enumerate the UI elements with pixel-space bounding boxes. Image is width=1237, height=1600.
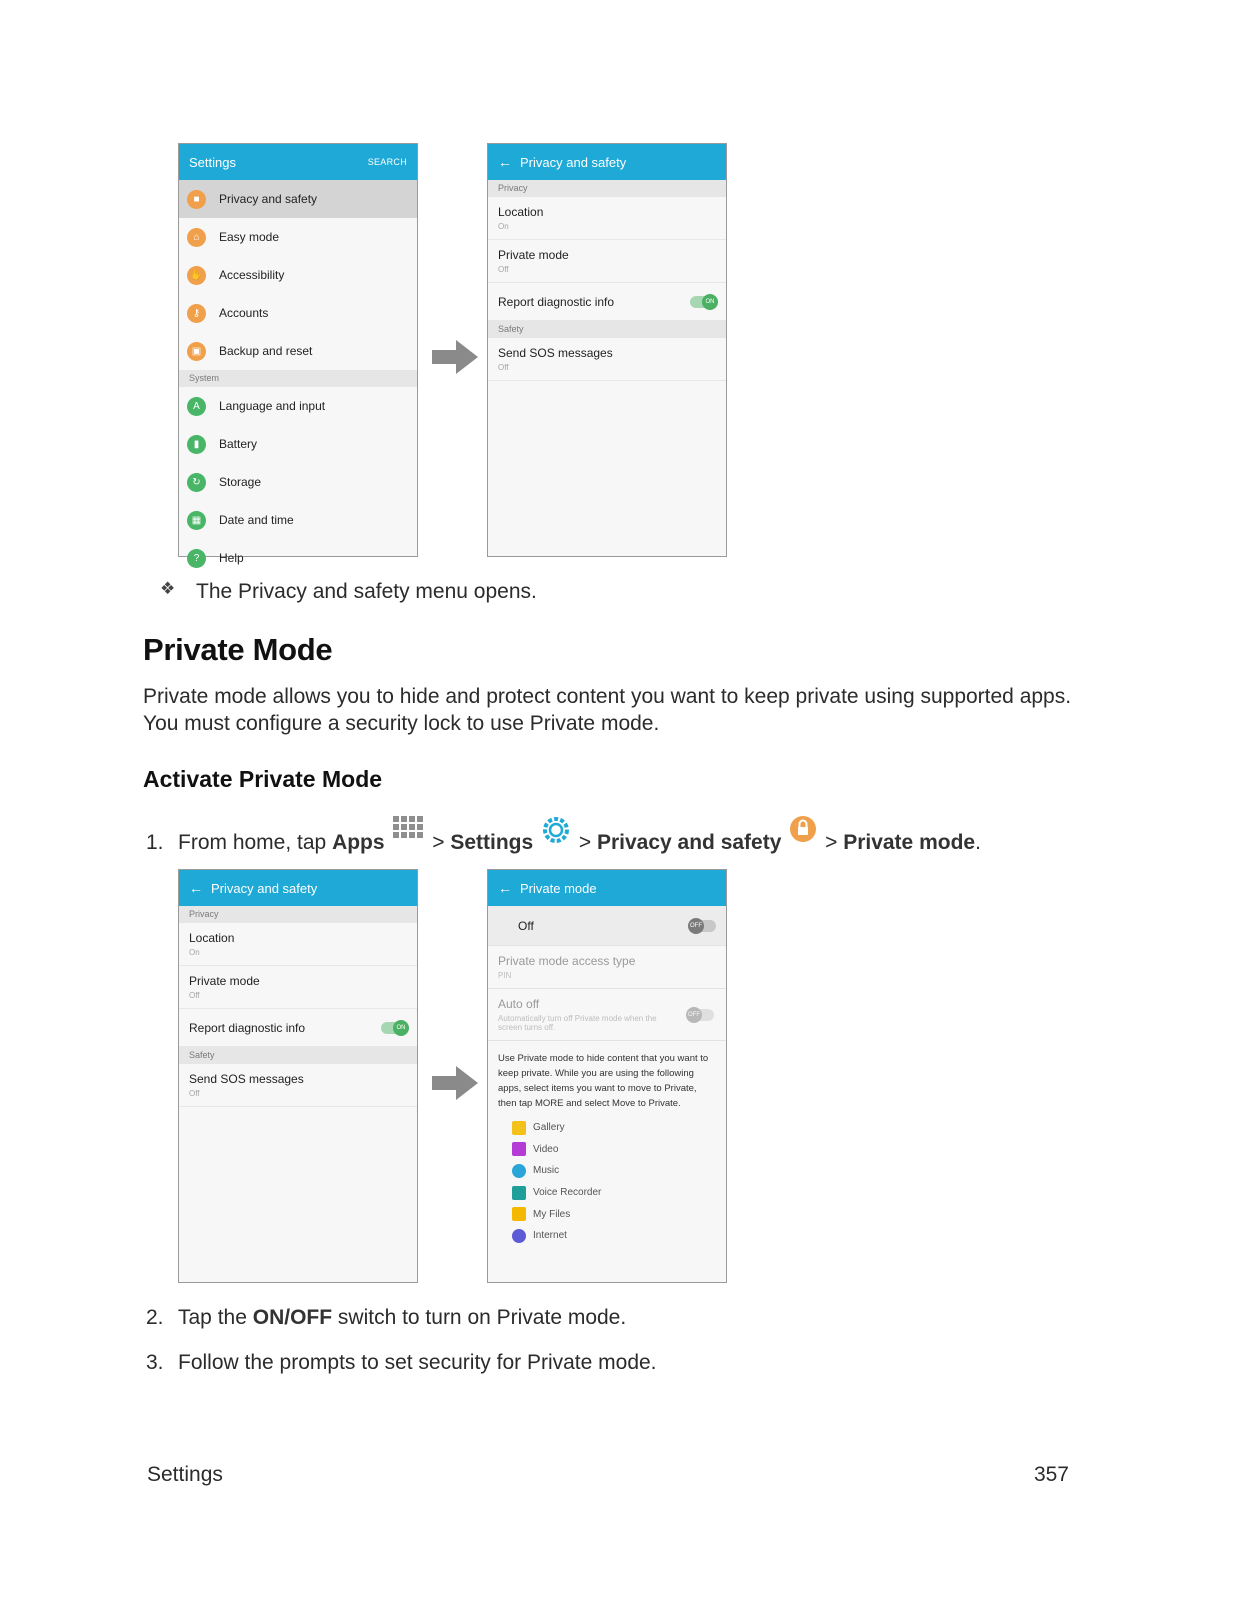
item-sub: Off [498, 265, 509, 274]
report-toggle[interactable] [690, 296, 716, 308]
item-label: Send SOS messages [189, 1072, 304, 1086]
app-item-my-files [512, 1203, 726, 1225]
item-label: Location [498, 205, 544, 219]
private-mode-label: Private mode [843, 831, 976, 854]
location-item[interactable] [488, 197, 726, 240]
auto-off-item [488, 989, 726, 1041]
step-text: Follow the prompts to set security for Private mode. [178, 1351, 657, 1374]
folder-icon [512, 1207, 526, 1221]
settings-item-label: Accounts [219, 306, 269, 320]
settings-screenshot [178, 143, 418, 565]
app-item-music [512, 1160, 726, 1182]
back-arrow-icon[interactable]: ← [189, 880, 203, 896]
app-bar-title: Privacy and safety [211, 880, 318, 896]
app-item-voice-recorder [512, 1182, 726, 1204]
item-label: Private mode [498, 248, 569, 262]
report-diagnostic-item[interactable] [488, 283, 726, 321]
settings-app-bar [179, 144, 417, 180]
video-icon [512, 1142, 526, 1156]
privacy-app-bar [488, 144, 726, 180]
app-item-gallery [512, 1117, 726, 1139]
voice-recorder-icon [512, 1186, 526, 1200]
backup-icon: ▣ [187, 342, 206, 361]
settings-item-label: Help [219, 551, 244, 565]
system-header: System [179, 370, 417, 387]
settings-item-label: Storage [219, 475, 262, 489]
step-number: 2. [146, 1306, 164, 1329]
settings-item-easy-mode[interactable] [179, 218, 417, 256]
battery-icon: ▮ [187, 435, 206, 454]
app-label: My Files [533, 1208, 571, 1220]
arrow-right-icon [430, 1063, 480, 1103]
location-item[interactable] [179, 923, 417, 966]
private-mode-item[interactable] [179, 966, 417, 1009]
intro-paragraph: Private mode allows you to hide and protect content you want to keep private using supported apps. You must configure a security lock to use Private mode. [143, 685, 1072, 735]
language-icon: A [187, 397, 206, 416]
item-label: Send SOS messages [498, 346, 613, 360]
private-mode-description: Use Private mode to hide content that you want to keep private. While you are using the following apps, select items you want to move to Private, then tap MORE and select Move to Private. [498, 1053, 709, 1109]
step-1 [146, 815, 981, 855]
safety-header: Safety [179, 1047, 417, 1064]
music-icon [512, 1164, 526, 1178]
sos-item[interactable] [488, 338, 726, 381]
lock-icon: ■ [187, 190, 206, 209]
settings-item-accessibility[interactable] [179, 256, 417, 294]
separator: > [573, 831, 597, 854]
arrow-right-icon [430, 337, 480, 377]
switch-label: ON [702, 294, 718, 310]
switch-label: ON [393, 1020, 409, 1036]
back-arrow-icon[interactable]: ← [498, 880, 512, 896]
step-text: From home, tap [178, 831, 333, 854]
switch-label: OFF [688, 918, 704, 934]
app-item-internet [512, 1225, 726, 1247]
private-mode-screenshot [487, 869, 727, 1283]
separator: > [426, 831, 451, 854]
storage-icon: ↻ [187, 473, 206, 492]
apps-label: Apps [332, 831, 385, 854]
privacy-label: Privacy and safety [596, 831, 782, 854]
settings-item-label: Privacy and safety [219, 192, 318, 206]
safety-header: Safety [488, 321, 726, 338]
home-icon: ⌂ [187, 228, 206, 247]
app-bar-title: Settings [189, 154, 236, 170]
item-label: Auto off [498, 997, 540, 1011]
apps-grid-icon [392, 815, 424, 845]
private-mode-item[interactable] [488, 240, 726, 283]
auto-off-toggle [688, 1009, 714, 1021]
report-toggle[interactable] [381, 1022, 407, 1034]
item-sub: Off [189, 991, 200, 1000]
settings-item-storage[interactable] [179, 463, 417, 501]
private-mode-app-bar [488, 870, 726, 906]
gallery-icon [512, 1121, 526, 1135]
app-item-video [512, 1139, 726, 1161]
privacy-app-bar [179, 870, 417, 906]
item-sub: Off [498, 363, 509, 372]
settings-item-label: Accessibility [219, 268, 285, 282]
settings-item-label: Language and input [219, 399, 326, 413]
settings-item-label: Date and time [219, 513, 294, 527]
privacy-safety-screenshot [487, 143, 727, 557]
subheading: Activate Private Mode [143, 766, 383, 792]
key-icon: ⚷ [187, 304, 206, 323]
step-2 [146, 1306, 626, 1330]
item-label: Private mode access type [498, 954, 636, 968]
help-icon: ? [187, 549, 206, 568]
hand-icon: ✋ [187, 266, 206, 285]
item-label: Report diagnostic info [498, 294, 615, 309]
sos-item[interactable] [179, 1064, 417, 1107]
settings-item-label: Battery [219, 437, 258, 451]
section-heading: Private Mode [143, 632, 333, 667]
app-bar-title: Privacy and safety [520, 154, 627, 170]
privacy-header: Privacy [179, 906, 417, 923]
settings-item-date-time[interactable] [179, 501, 417, 539]
calendar-icon: ▦ [187, 511, 206, 530]
caption: The Privacy and safety menu opens. [196, 580, 537, 603]
back-arrow-icon[interactable]: ← [498, 154, 512, 170]
private-mode-master-row[interactable] [488, 906, 726, 946]
footer-section: Settings [147, 1463, 223, 1486]
footer-page-number: 357 [1033, 1463, 1069, 1486]
supported-apps-list [488, 1115, 726, 1247]
step-3 [146, 1351, 657, 1375]
item-sub: Automatically turn off Private mode when the screen turns off. [498, 1014, 657, 1032]
step-number: 3. [146, 1351, 164, 1374]
privacy-lock-icon [789, 815, 817, 843]
item-label: Location [189, 931, 235, 945]
settings-item-label: Backup and reset [219, 344, 313, 358]
settings-label: Settings [450, 831, 534, 854]
privacy-safety-screenshot-2 [178, 869, 418, 1283]
item-label: Report diagnostic info [189, 1020, 306, 1035]
step-text: switch to turn on Private mode. [332, 1306, 627, 1329]
app-label: Gallery [533, 1122, 565, 1134]
report-diagnostic-item[interactable] [179, 1009, 417, 1047]
private-mode-toggle[interactable] [690, 920, 716, 932]
bullet-icon: ❖ [160, 579, 176, 598]
item-label: Private mode [189, 974, 260, 988]
item-sub: Off [189, 1089, 200, 1098]
app-label: Internet [533, 1230, 567, 1242]
settings-item-accounts[interactable] [179, 294, 417, 332]
step-text: Tap the [178, 1306, 253, 1329]
settings-item-backup[interactable] [179, 332, 417, 370]
settings-item-label: Easy mode [219, 230, 280, 244]
period: . [975, 831, 981, 854]
master-switch-label: Off [518, 918, 534, 933]
internet-icon [512, 1229, 526, 1243]
settings-item-help[interactable] [179, 539, 417, 577]
search-button[interactable]: SEARCH [367, 157, 407, 167]
settings-item-battery[interactable] [179, 425, 417, 463]
app-label: Video [533, 1143, 559, 1155]
item-sub: On [189, 948, 200, 957]
separator: > [819, 831, 844, 854]
app-bar-title: Private mode [520, 880, 597, 896]
access-type-item [488, 946, 726, 989]
switch-label: OFF [686, 1007, 702, 1023]
settings-item-privacy[interactable] [179, 180, 417, 218]
item-sub: PIN [498, 971, 512, 980]
on-off-label: ON/OFF [252, 1306, 333, 1329]
settings-gear-icon [541, 815, 571, 845]
app-label: Voice Recorder [533, 1187, 602, 1199]
settings-item-language[interactable] [179, 387, 417, 425]
app-label: Music [533, 1165, 560, 1177]
privacy-header: Privacy [488, 180, 726, 197]
item-sub: On [498, 222, 509, 231]
step-number: 1. [146, 831, 164, 854]
